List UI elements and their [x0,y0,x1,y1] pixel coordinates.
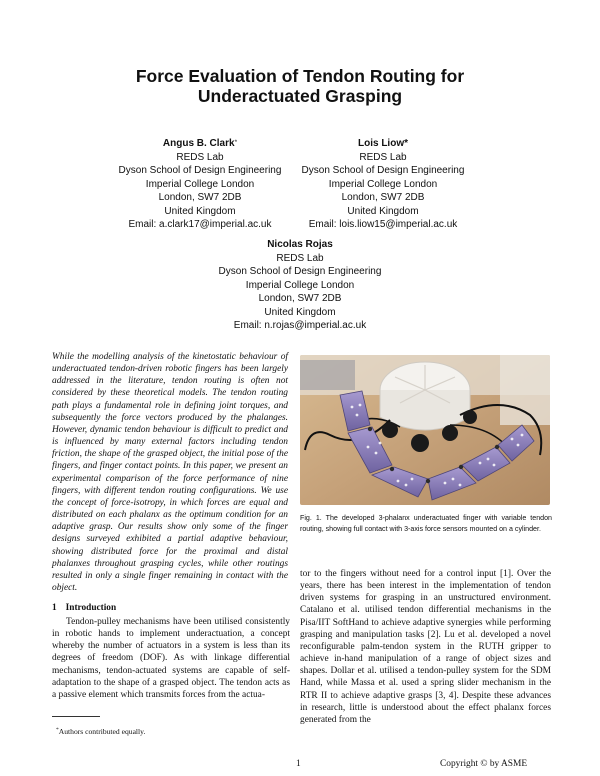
section-number: 1 [52,603,57,613]
author-mark: * [404,138,408,149]
author-affil-line: REDS Lab [176,151,224,163]
author-email: Email: lois.liow15@imperial.ac.uk [308,219,458,230]
copyright-notice: Copyright © by ASME [440,759,528,769]
author-affil-line: Dyson School of Design Engineering [218,266,382,277]
section-title: Introduction [65,603,117,613]
author-affil-line: Dyson School of Design Engineering [301,165,465,176]
author-email: Email: a.clark17@imperial.ac.uk [128,219,272,230]
author-email: Email: n.rojas@imperial.ac.uk [233,320,367,331]
author-affil-line: United Kingdom [164,205,236,217]
footnote-mark: * [56,727,59,733]
author-block-liow [283,137,483,232]
author-affil-line: United Kingdom [347,205,419,217]
paper-title [40,66,560,106]
section-heading-introduction [52,603,116,613]
author-affil-line: London, SW7 2DB [258,293,342,304]
author-block-clark [100,137,300,232]
author-block-rojas [195,238,405,333]
footnote-text: Authors contributed equally. [58,727,146,736]
page-number: 1 [296,759,301,769]
author-affil-line: REDS Lab [359,151,407,163]
author-affil-line: Imperial College London [245,279,355,291]
footnote [56,727,145,736]
author-affil-line: Dyson School of Design Engineering [118,165,282,176]
footnote-rule [52,716,100,717]
author-affil-line: United Kingdom [264,306,336,318]
author-affil-line: London, SW7 2DB [341,192,425,203]
figure-1-caption: Fig. 1. The developed 3-phalanx underactuated finger with variable tendon routing, showing full contact with 3-axis force sensors mounted on a cylinder. [300,514,552,533]
intro-paragraph-right: tor to the fingers without need for a control input [1]. Over the years, there has been interest in the implementation of tendon driven systems for grasping in an unstructured environment. Catalano et al. utilised tendon differential mechanisms in the Pisa/IIT SoftHand to achieve adaptive synergies while performing grasping and manipulation tasks [2]. Lu et al. developed a novel reconfigurable palm-tendon system in the RUTH gripper to achieve in-hand manipulation of a range of object sizes and shapes. Dollar et al. utilised a tendon-pulley system for the SDM Hand, while Massa et al. used a spring slider mechanism in the RTR II to achieve adaptive grasps [3, 4]. Despite these advances in research, little is understood about the effect phalanx forces generated from the [300,569,551,725]
figure-1-photo [300,355,550,505]
title-line-1: Force Evaluation of Tendon Routing for [135,66,465,86]
author-affil-line: London, SW7 2DB [158,192,242,203]
author-affil-line: REDS Lab [276,252,324,264]
author-name: Lois Liow [357,138,405,149]
author-name: Angus B. Clark [162,138,235,149]
abstract-text: While the modelling analysis of the kinetostatic behaviour of underactuated tendon-driven robotic fingers has been largely addressed in the literature, tendon routing is often not considered by these theoretical models. The tendon routing path plays a fundamental role in defining joint torques, and subsequently the force vectors produced by the phalanges. However, dynamic tendon behaviour is difficult to predict and is influenced by many external factors including tendon friction, the shape of the grasped object, the initial pose of the fingers, and finger contact points. In this paper, we present an experimental comparison of the force performance of nine fingers, with different tendon routing configurations. We use the concept of force-isotropy, in which forces are equal and distributed on each phalanx as the optimum condition for an adaptive grasp. Our results show only some of the finger designs surveyed exhibited a partial adaptive behaviour, showing distributed force for the proximal and distal phalanxes throughout grasping cycles, while other routings resulted in only a single finger remaining in contact with the object. [52,352,288,593]
title-line-2: Underactuated Grasping [197,86,403,106]
author-affil-line: Imperial College London [328,178,438,190]
author-name: Nicolas Rojas [267,239,333,250]
author-affil-line: Imperial College London [145,178,255,190]
intro-paragraph-left: Tendon-pulley mechanisms have been utilised consistently in robotic hands to implement underactuation, a concept whereby the number of actuators in a system is less than its degrees of freedom (DOF). As with linkage differential mechanisms, tendon-actuated systems are capable of self-adaptation to the shape of a grasped object. The tendon acts as a passive element which transmits forces from the actua- [52,617,290,700]
author-mark: * [234,139,238,146]
